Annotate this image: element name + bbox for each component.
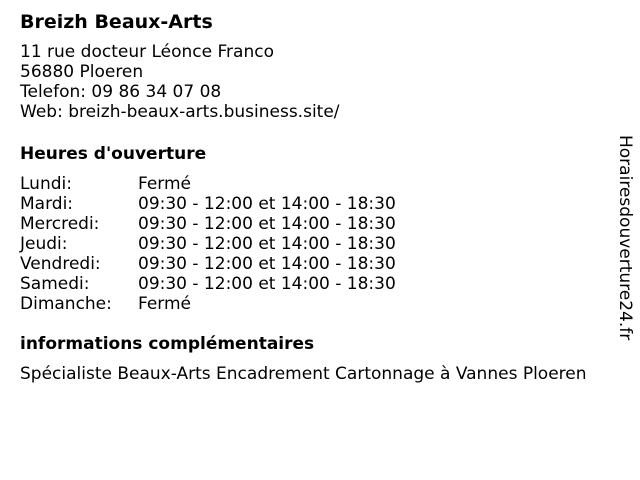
day-hours: 09:30 - 12:00 et 14:00 - 18:30 [138, 274, 396, 294]
address-city: 56880 Ploeren [20, 62, 144, 82]
day-label: Lundi: [20, 174, 72, 194]
hours-heading: Heures d'ouverture [20, 144, 207, 164]
hours-row-vendredi [20, 254, 610, 274]
day-hours: Fermé [138, 174, 192, 194]
day-label: Mercredi: [20, 214, 100, 234]
info-heading: informations complémentaires [20, 334, 315, 354]
hours-row-jeudi [20, 234, 610, 254]
day-label: Mardi: [20, 194, 74, 214]
site-watermark: Horairesdouverture24.fr [615, 135, 635, 341]
day-hours: 09:30 - 12:00 et 14:00 - 18:30 [138, 234, 396, 254]
day-label: Dimanche: [20, 294, 112, 314]
day-label: Samedi: [20, 274, 90, 294]
day-label: Jeudi: [20, 234, 68, 254]
business-card [20, 10, 610, 385]
hours-row-samedi [20, 274, 610, 294]
day-hours: 09:30 - 12:00 et 14:00 - 18:30 [138, 214, 396, 234]
hours-row-mardi [20, 194, 610, 214]
day-label: Vendredi: [20, 254, 101, 274]
hours-row-mercredi [20, 214, 610, 234]
address-street: 11 rue docteur Léonce Franco [20, 42, 274, 62]
hours-row-dimanche [20, 294, 610, 314]
website-link[interactable]: Web: breizh-beaux-arts.business.site/ [20, 102, 340, 122]
business-name: Breizh Beaux-Arts [20, 11, 213, 33]
day-hours: Fermé [138, 294, 192, 314]
info-description: Spécialiste Beaux-Arts Encadrement Cartonnage à Vannes Ploeren [20, 364, 587, 384]
phone-number: Telefon: 09 86 34 07 08 [20, 82, 222, 102]
day-hours: 09:30 - 12:00 et 14:00 - 18:30 [138, 194, 396, 214]
day-hours: 09:30 - 12:00 et 14:00 - 18:30 [138, 254, 396, 274]
opening-hours-table [20, 174, 610, 314]
hours-row-lundi [20, 174, 610, 194]
contact-block [20, 42, 610, 122]
